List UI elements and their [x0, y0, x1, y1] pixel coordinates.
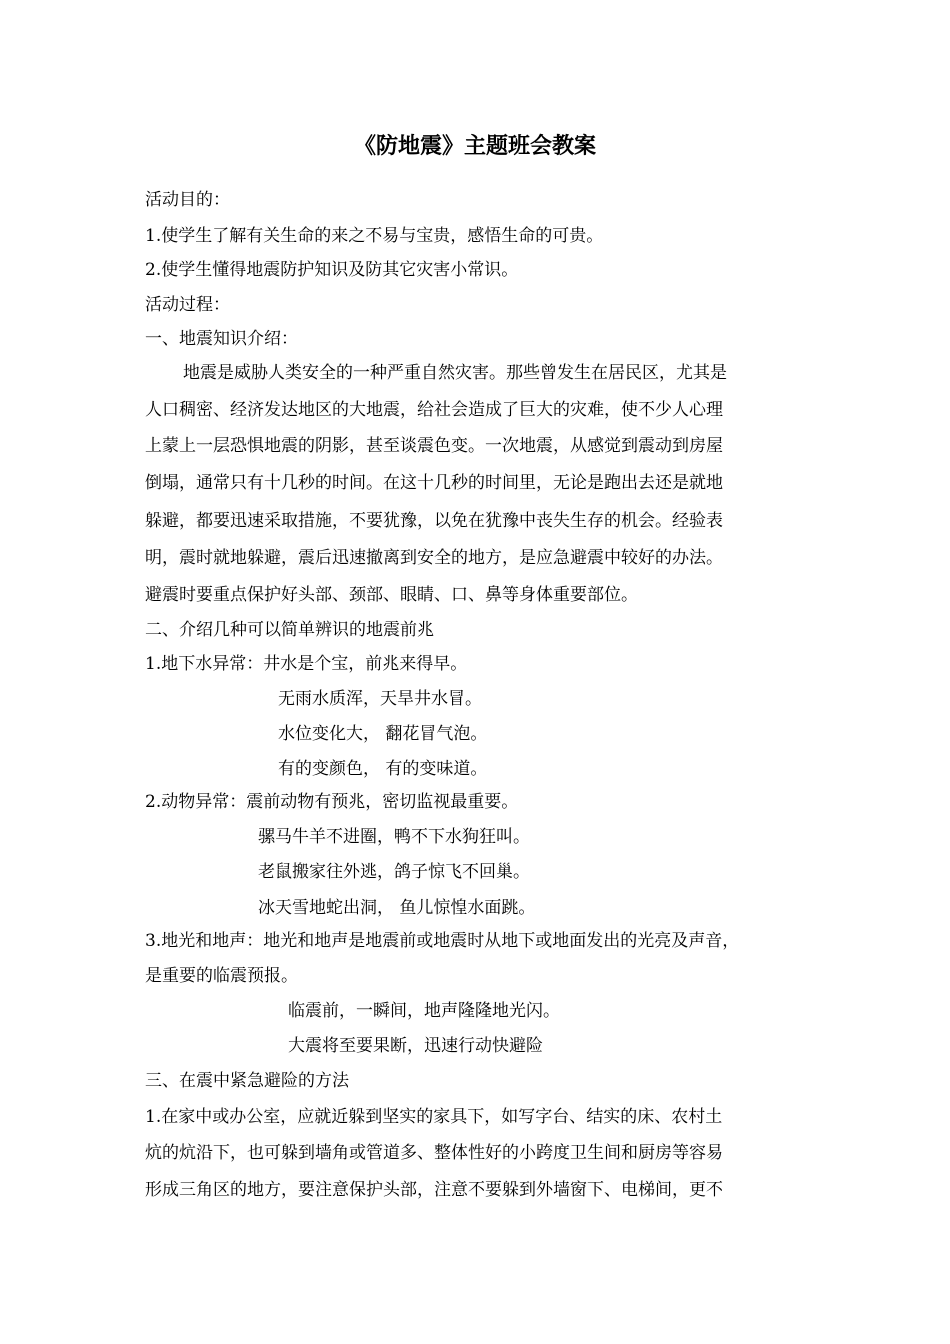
text-line: 是重要的临震预报。: [145, 966, 298, 986]
text-line: 活动目的：: [145, 190, 230, 210]
text-line: 地震是威胁人类安全的一种严重自然灾害。那些曾发生在居民区，尤其是: [183, 363, 727, 383]
text-line: 1.在家中或办公室，应就近躲到坚实的家具下，如写字台、结实的床、农村土: [145, 1107, 723, 1127]
text-line: 临震前，一瞬间，地声隆隆地光闪。: [288, 1001, 560, 1021]
text-line: 2.动物异常：震前动物有预兆，密切监视最重要。: [145, 792, 519, 812]
text-line: 2.使学生懂得地震防护知识及防其它灾害小常识。: [145, 260, 519, 280]
text-line: 避震时要重点保护好头部、颈部、眼睛、口、鼻等身体重要部位。: [145, 585, 638, 605]
text-line: 三、在震中紧急避险的方法: [145, 1071, 349, 1091]
document-title: 《防地震》主题班会教案: [353, 133, 596, 159]
text-line: 倒塌，通常只有十几秒的时间。在这十几秒的时间里，无论是跑出去还是就地: [145, 473, 723, 493]
text-line: 大震将至要果断，迅速行动快避险: [288, 1036, 543, 1056]
text-line: 上蒙上一层恐惧地震的阴影，甚至谈震色变。一次地震，从感觉到震动到房屋: [145, 436, 723, 456]
text-line: 形成三角区的地方，要注意保护头部，注意不要躲到外墙窗下、电梯间，更不: [145, 1180, 723, 1200]
text-line: 一、地震知识介绍：: [145, 329, 298, 349]
text-line: 3.地光和地声：地光和地声是地震前或地震时从地下或地面发出的光亮及声音，: [145, 931, 740, 951]
text-line: 有的变颜色， 有的变味道。: [278, 759, 488, 779]
text-line: 炕的炕沿下，也可躲到墙角或管道多、整体性好的小跨度卫生间和厨房等容易: [145, 1143, 723, 1163]
text-line: 1.使学生了解有关生命的来之不易与宝贵，感悟生命的可贵。: [145, 226, 604, 246]
text-line: 明，震时就地躲避，震后迅速撤离到安全的地方，是应急避震中较好的办法。: [145, 548, 723, 568]
text-line: 1.地下水异常：井水是个宝，前兆来得早。: [145, 654, 468, 674]
text-line: 骡马牛羊不进圈，鸭不下水狗狂叫。: [258, 827, 530, 847]
text-line: 冰天雪地蛇出洞， 鱼儿惊惶水面跳。: [258, 898, 536, 918]
text-line: 二、介绍几种可以简单辨识的地震前兆: [145, 620, 434, 640]
text-line: 无雨水质浑，天旱井水冒。: [278, 689, 482, 709]
text-line: 躲避，都要迅速采取措施，不要犹豫，以免在犹豫中丧失生存的机会。经验表: [145, 511, 723, 531]
text-line: 人口稠密、经济发达地区的大地震，给社会造成了巨大的灾难，使不少人心理: [145, 400, 723, 420]
text-line: 老鼠搬家往外逃，鸽子惊飞不回巢。: [258, 862, 530, 882]
text-line: 水位变化大， 翻花冒气泡。: [278, 724, 488, 744]
text-line: 活动过程：: [145, 295, 230, 315]
